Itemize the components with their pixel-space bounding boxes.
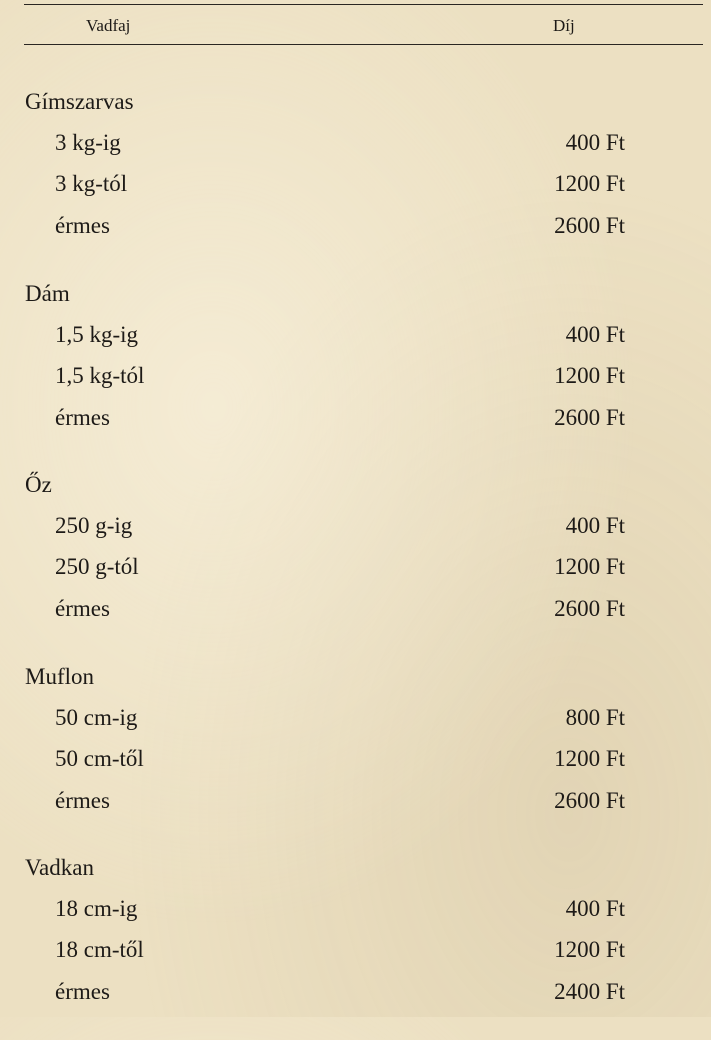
table-row	[0, 739, 711, 779]
row-label: 50 cm-től	[55, 745, 144, 771]
row-fee: 400 Ft	[565, 513, 625, 538]
species-title: Vadkan	[25, 855, 94, 880]
row-label: 1,5 kg-tól	[55, 362, 145, 388]
table-row	[0, 889, 711, 929]
table-top-rule	[24, 4, 703, 5]
row-fee: 2600 Ft	[554, 404, 625, 430]
row-label: 3 kg-tól	[55, 171, 128, 196]
row-label: 250 g-tól	[55, 554, 139, 579]
table-row	[0, 206, 711, 246]
table-row	[0, 506, 711, 546]
species-group	[0, 848, 711, 1040]
row-fee: 2400 Ft	[554, 979, 625, 1004]
header-species: Vadfaj	[86, 16, 131, 35]
row-label: érmes	[55, 979, 110, 1004]
row-label: 18 cm-ig	[55, 896, 138, 921]
row-fee: 800 Ft	[565, 704, 625, 730]
row-label: 1,5 kg-ig	[55, 321, 139, 347]
row-label: 3 kg-ig	[55, 130, 121, 155]
table-row	[0, 589, 711, 629]
row-fee: 1200 Ft	[554, 745, 625, 771]
table-header	[0, 14, 711, 40]
table-row	[0, 123, 711, 163]
table-row	[0, 547, 711, 587]
species-title: Dám	[25, 280, 70, 306]
row-fee: 2600 Ft	[554, 213, 625, 238]
row-label: 18 cm-től	[55, 937, 144, 962]
table-row	[0, 781, 711, 821]
table-row	[0, 698, 711, 738]
row-fee: 2600 Ft	[554, 596, 625, 621]
row-fee: 2600 Ft	[554, 787, 625, 813]
row-label: érmes	[55, 404, 110, 430]
species-title: Gímszarvas	[25, 89, 134, 114]
row-fee: 1200 Ft	[554, 362, 625, 388]
table-row	[0, 398, 711, 438]
row-label: 250 g-ig	[55, 513, 133, 538]
header-rule	[24, 44, 703, 45]
row-fee: 400 Ft	[565, 321, 625, 347]
row-label: érmes	[55, 213, 110, 238]
species-group	[0, 657, 711, 849]
table-row	[0, 930, 711, 970]
row-fee: 400 Ft	[565, 130, 625, 155]
table-row	[0, 356, 711, 396]
row-label: érmes	[55, 596, 110, 621]
row-fee: 400 Ft	[565, 896, 625, 921]
species-title: Muflon	[25, 663, 94, 689]
row-fee: 1200 Ft	[554, 171, 625, 196]
species-group	[0, 82, 711, 274]
species-groups	[0, 82, 711, 1040]
header-fee: Díj	[553, 16, 575, 35]
species-group	[0, 465, 711, 657]
table-row	[0, 315, 711, 355]
row-label: 50 cm-ig	[55, 704, 138, 730]
species-group	[0, 274, 711, 466]
table-row	[0, 164, 711, 204]
table-row	[0, 972, 711, 1012]
row-fee: 1200 Ft	[554, 554, 625, 579]
row-label: érmes	[55, 787, 110, 813]
species-title: Őz	[25, 472, 52, 497]
row-fee: 1200 Ft	[554, 937, 625, 962]
